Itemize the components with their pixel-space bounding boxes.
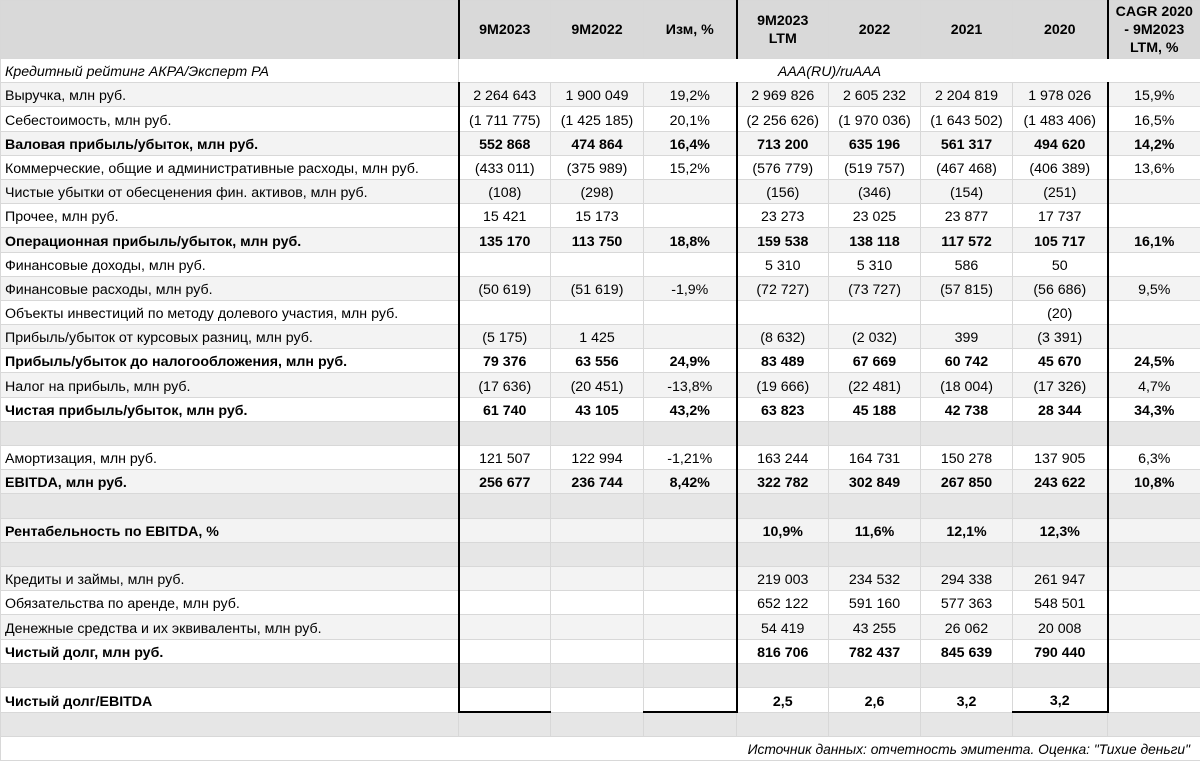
row-label xyxy=(1,494,459,518)
table-cell xyxy=(644,204,737,228)
table-cell: 9,5% xyxy=(1108,276,1200,300)
row-label: Финансовые расходы, млн руб. xyxy=(1,276,459,300)
table-cell xyxy=(1013,494,1108,518)
table-cell: 137 905 xyxy=(1013,446,1108,470)
table-row xyxy=(1,591,1200,615)
table-cell: 24,9% xyxy=(644,349,737,373)
table-cell xyxy=(459,300,551,324)
table-row xyxy=(1,446,1200,470)
table-cell: 267 850 xyxy=(921,470,1013,494)
table-cell xyxy=(644,518,737,542)
table-cell: 6,3% xyxy=(1108,446,1200,470)
spacer-cell xyxy=(1013,712,1108,737)
table-row xyxy=(1,83,1200,107)
table-cell xyxy=(1108,591,1200,615)
table-cell xyxy=(644,591,737,615)
table-cell: (298) xyxy=(551,179,644,203)
table-cell xyxy=(551,687,644,712)
header-col: 9M2023 xyxy=(459,1,551,59)
table-cell: (346) xyxy=(829,179,921,203)
table-cell: 552 868 xyxy=(459,131,551,155)
table-cell: 63 556 xyxy=(551,349,644,373)
header-label-col xyxy=(1,1,459,59)
header-row xyxy=(1,1,1200,59)
table-cell xyxy=(459,542,551,566)
spacer-cell xyxy=(1108,712,1200,737)
table-cell: 3,2 xyxy=(1013,687,1108,712)
table-row xyxy=(1,228,1200,252)
row-label: Валовая прибыль/убыток, млн руб. xyxy=(1,131,459,155)
table-cell xyxy=(551,663,644,687)
table-cell xyxy=(829,542,921,566)
table-cell: (375 989) xyxy=(551,155,644,179)
row-label: Кредиты и займы, млн руб. xyxy=(1,566,459,590)
table-cell: 13,6% xyxy=(1108,155,1200,179)
table-cell xyxy=(1108,300,1200,324)
table-cell: (154) xyxy=(921,179,1013,203)
table-cell: (108) xyxy=(459,179,551,203)
table-cell: 45 188 xyxy=(829,397,921,421)
table-cell: 150 278 xyxy=(921,446,1013,470)
table-cell: 23 025 xyxy=(829,204,921,228)
table-cell: 16,5% xyxy=(1108,107,1200,131)
table-cell: 63 823 xyxy=(737,397,829,421)
table-cell xyxy=(551,518,644,542)
table-cell: 302 849 xyxy=(829,470,921,494)
row-label: EBITDA, млн руб. xyxy=(1,470,459,494)
table-cell: (8 632) xyxy=(737,325,829,349)
table-cell: (56 686) xyxy=(1013,276,1108,300)
table-cell: 15,9% xyxy=(1108,83,1200,107)
table-row xyxy=(1,276,1200,300)
table-cell: (1 711 775) xyxy=(459,107,551,131)
table-cell: 16,1% xyxy=(1108,228,1200,252)
table-cell xyxy=(551,566,644,590)
table-row xyxy=(1,421,1200,445)
row-label: Чистая прибыль/убыток, млн руб. xyxy=(1,397,459,421)
table-cell: (17 636) xyxy=(459,373,551,397)
table-cell xyxy=(459,639,551,663)
table-cell: 122 994 xyxy=(551,446,644,470)
table-cell: 3,2 xyxy=(921,687,1013,712)
table-row xyxy=(1,252,1200,276)
table-cell xyxy=(551,494,644,518)
table-cell: 15 173 xyxy=(551,204,644,228)
row-label: Финансовые доходы, млн руб. xyxy=(1,252,459,276)
table-cell: 113 750 xyxy=(551,228,644,252)
row-label: Выручка, млн руб. xyxy=(1,83,459,107)
row-label: Прибыль/убыток от курсовых разниц, млн руб. xyxy=(1,325,459,349)
spacer-cell xyxy=(459,712,551,737)
table-cell xyxy=(921,494,1013,518)
table-cell xyxy=(737,542,829,566)
table-cell: 10,9% xyxy=(737,518,829,542)
table-cell: (1 483 406) xyxy=(1013,107,1108,131)
table-cell xyxy=(551,252,644,276)
table-cell: (406 389) xyxy=(1013,155,1108,179)
header-col: 2020 xyxy=(1013,1,1108,59)
table-row xyxy=(1,663,1200,687)
table-cell: 2,5 xyxy=(737,687,829,712)
table-cell xyxy=(459,615,551,639)
table-cell: 234 532 xyxy=(829,566,921,590)
table-cell xyxy=(459,421,551,445)
row-label xyxy=(1,421,459,445)
table-cell: 23 877 xyxy=(921,204,1013,228)
table-cell: 42 738 xyxy=(921,397,1013,421)
table-cell: 8,42% xyxy=(644,470,737,494)
table-row xyxy=(1,470,1200,494)
table-row xyxy=(1,566,1200,590)
rating-value: AAA(RU)/ruAAA xyxy=(459,59,1200,83)
table-row xyxy=(1,107,1200,131)
table-cell: 159 538 xyxy=(737,228,829,252)
spacer-row xyxy=(1,712,1200,737)
table-cell: 561 317 xyxy=(921,131,1013,155)
row-label: Амортизация, млн руб. xyxy=(1,446,459,470)
table-cell: 15 421 xyxy=(459,204,551,228)
row-label: Себестоимость, млн руб. xyxy=(1,107,459,131)
table-cell: (1 970 036) xyxy=(829,107,921,131)
table-cell xyxy=(1108,179,1200,203)
table-cell: 591 160 xyxy=(829,591,921,615)
source-note: Источник данных: отчетность эмитента. Оценка: "Тихие деньги" xyxy=(1,737,1200,761)
table-row xyxy=(1,349,1200,373)
table-cell: (467 468) xyxy=(921,155,1013,179)
table-cell: (2 032) xyxy=(829,325,921,349)
table-cell: 15,2% xyxy=(644,155,737,179)
table-cell: -1,9% xyxy=(644,276,737,300)
table-cell: 19,2% xyxy=(644,83,737,107)
table-cell xyxy=(644,566,737,590)
table-cell xyxy=(551,639,644,663)
table-cell: 24,5% xyxy=(1108,349,1200,373)
row-label: Чистый долг/EBITDA xyxy=(1,687,459,712)
row-label: Налог на прибыль, млн руб. xyxy=(1,373,459,397)
table-cell: 12,3% xyxy=(1013,518,1108,542)
table-cell: 43,2% xyxy=(644,397,737,421)
table-cell: (50 619) xyxy=(459,276,551,300)
row-label xyxy=(1,542,459,566)
table-cell: 163 244 xyxy=(737,446,829,470)
table-cell: 83 489 xyxy=(737,349,829,373)
table-cell: 635 196 xyxy=(829,131,921,155)
table-cell: 548 501 xyxy=(1013,591,1108,615)
table-cell xyxy=(921,421,1013,445)
table-cell: 2 204 819 xyxy=(921,83,1013,107)
table-cell: (433 011) xyxy=(459,155,551,179)
table-cell: 50 xyxy=(1013,252,1108,276)
table-cell: (3 391) xyxy=(1013,325,1108,349)
table-cell: (22 481) xyxy=(829,373,921,397)
table-cell xyxy=(1108,687,1200,712)
table-cell: (1 425 185) xyxy=(551,107,644,131)
table-cell xyxy=(1108,639,1200,663)
table-cell: 1 978 026 xyxy=(1013,83,1108,107)
table-cell xyxy=(1108,325,1200,349)
table-cell: 236 744 xyxy=(551,470,644,494)
table-cell xyxy=(829,421,921,445)
table-cell: (251) xyxy=(1013,179,1108,203)
table-cell xyxy=(921,300,1013,324)
table-cell xyxy=(551,421,644,445)
rating-label: Кредитный рейтинг АКРА/Эксперт РА xyxy=(1,59,459,83)
table-row xyxy=(1,542,1200,566)
table-cell: 12,1% xyxy=(921,518,1013,542)
row-label: Чистые убытки от обесценения фин. активов, млн руб. xyxy=(1,179,459,203)
table-cell: 164 731 xyxy=(829,446,921,470)
table-cell xyxy=(1013,542,1108,566)
table-cell: 1 900 049 xyxy=(551,83,644,107)
table-body xyxy=(1,59,1200,737)
table-cell: 399 xyxy=(921,325,1013,349)
table-cell xyxy=(459,566,551,590)
table-cell: 16,4% xyxy=(644,131,737,155)
table-cell: 713 200 xyxy=(737,131,829,155)
table-cell xyxy=(737,300,829,324)
table-cell: 652 122 xyxy=(737,591,829,615)
table-cell: 243 622 xyxy=(1013,470,1108,494)
table-cell: 18,8% xyxy=(644,228,737,252)
table-cell xyxy=(644,252,737,276)
table-cell xyxy=(551,615,644,639)
table-cell: (20) xyxy=(1013,300,1108,324)
table-cell: (20 451) xyxy=(551,373,644,397)
table-row xyxy=(1,615,1200,639)
row-label: Коммерческие, общие и административные расходы, млн руб. xyxy=(1,155,459,179)
table-cell: 256 677 xyxy=(459,470,551,494)
table-cell: (576 779) xyxy=(737,155,829,179)
table-cell xyxy=(1108,663,1200,687)
table-cell: 10,8% xyxy=(1108,470,1200,494)
table-cell: (17 326) xyxy=(1013,373,1108,397)
table-cell: 5 310 xyxy=(737,252,829,276)
table-cell xyxy=(644,542,737,566)
table-cell xyxy=(644,300,737,324)
table-cell xyxy=(737,494,829,518)
table-cell xyxy=(1108,421,1200,445)
header-col: 9M2022 xyxy=(551,1,644,59)
row-label: Обязательства по аренде, млн руб. xyxy=(1,591,459,615)
table-cell xyxy=(1108,494,1200,518)
table-cell xyxy=(1108,252,1200,276)
table-cell: 577 363 xyxy=(921,591,1013,615)
table-cell: 845 639 xyxy=(921,639,1013,663)
table-cell: 34,3% xyxy=(1108,397,1200,421)
table-cell xyxy=(829,300,921,324)
table-cell: 61 740 xyxy=(459,397,551,421)
row-label: Операционная прибыль/убыток, млн руб. xyxy=(1,228,459,252)
table-cell: 494 620 xyxy=(1013,131,1108,155)
header-col: 2021 xyxy=(921,1,1013,59)
table-cell: 45 670 xyxy=(1013,349,1108,373)
table-cell: 135 170 xyxy=(459,228,551,252)
table-cell xyxy=(459,518,551,542)
table-cell: 11,6% xyxy=(829,518,921,542)
table-cell: (19 666) xyxy=(737,373,829,397)
table-cell: 67 669 xyxy=(829,349,921,373)
table-cell xyxy=(644,615,737,639)
header-col: CAGR 2020 - 9M2023 LTM, % xyxy=(1108,1,1200,59)
table-cell: 219 003 xyxy=(737,566,829,590)
table-cell: 4,7% xyxy=(1108,373,1200,397)
header-col: Изм, % xyxy=(644,1,737,59)
table-cell xyxy=(644,179,737,203)
spacer-cell xyxy=(644,712,737,737)
table-cell: 2 264 643 xyxy=(459,83,551,107)
table-cell: -13,8% xyxy=(644,373,737,397)
table-cell: (5 175) xyxy=(459,325,551,349)
row-label: Объекты инвестиций по методу долевого участия, млн руб. xyxy=(1,300,459,324)
table-cell: (156) xyxy=(737,179,829,203)
spacer-cell xyxy=(737,712,829,737)
table-cell: 43 105 xyxy=(551,397,644,421)
table-row xyxy=(1,131,1200,155)
table-cell: (1 643 502) xyxy=(921,107,1013,131)
table-row xyxy=(1,325,1200,349)
table-cell xyxy=(644,639,737,663)
table-row xyxy=(1,155,1200,179)
table-cell: 294 338 xyxy=(921,566,1013,590)
rating-row xyxy=(1,59,1200,83)
table-cell xyxy=(644,494,737,518)
spacer-cell xyxy=(551,712,644,737)
table-cell xyxy=(551,591,644,615)
table-cell: 2,6 xyxy=(829,687,921,712)
table-cell: 28 344 xyxy=(1013,397,1108,421)
table-cell: 121 507 xyxy=(459,446,551,470)
table-cell: 14,2% xyxy=(1108,131,1200,155)
header-col: 9M2023 LTM xyxy=(737,1,829,59)
source-row xyxy=(1,737,1200,761)
table-cell: 322 782 xyxy=(737,470,829,494)
spacer-cell xyxy=(1,712,459,737)
table-cell xyxy=(459,252,551,276)
table-cell xyxy=(737,663,829,687)
table-cell xyxy=(1013,663,1108,687)
header-col: 2022 xyxy=(829,1,921,59)
table-cell xyxy=(644,325,737,349)
table-cell: 79 376 xyxy=(459,349,551,373)
table-cell: -1,21% xyxy=(644,446,737,470)
table-cell: 105 717 xyxy=(1013,228,1108,252)
table-row xyxy=(1,373,1200,397)
table-cell: 782 437 xyxy=(829,639,921,663)
table-cell: (519 757) xyxy=(829,155,921,179)
table-row xyxy=(1,397,1200,421)
table-cell: (57 815) xyxy=(921,276,1013,300)
table-cell xyxy=(829,663,921,687)
table-row xyxy=(1,494,1200,518)
table-cell: 17 737 xyxy=(1013,204,1108,228)
table-cell: 60 742 xyxy=(921,349,1013,373)
table-cell: (73 727) xyxy=(829,276,921,300)
table-cell xyxy=(1013,421,1108,445)
table-cell xyxy=(459,591,551,615)
table-cell: (2 256 626) xyxy=(737,107,829,131)
table-cell: 790 440 xyxy=(1013,639,1108,663)
table-cell: 43 255 xyxy=(829,615,921,639)
table-cell: 23 273 xyxy=(737,204,829,228)
table-cell xyxy=(829,494,921,518)
row-label: Прибыль/убыток до налогообложения, млн руб. xyxy=(1,349,459,373)
table-row xyxy=(1,204,1200,228)
table-cell: 5 310 xyxy=(829,252,921,276)
spacer-cell xyxy=(829,712,921,737)
table-cell xyxy=(1108,566,1200,590)
table-cell xyxy=(1108,518,1200,542)
table-cell: 2 605 232 xyxy=(829,83,921,107)
table-cell xyxy=(1108,204,1200,228)
table-cell: 474 864 xyxy=(551,131,644,155)
table-cell: 2 969 826 xyxy=(737,83,829,107)
table-row xyxy=(1,518,1200,542)
table-cell xyxy=(644,687,737,712)
row-label: Рентабельность по EBITDA, % xyxy=(1,518,459,542)
table-cell xyxy=(459,494,551,518)
table-cell: 1 425 xyxy=(551,325,644,349)
row-label: Прочее, млн руб. xyxy=(1,204,459,228)
row-label: Денежные средства и их эквиваленты, млн руб. xyxy=(1,615,459,639)
table-cell: 261 947 xyxy=(1013,566,1108,590)
table-cell xyxy=(551,542,644,566)
row-label xyxy=(1,663,459,687)
table-cell: 20,1% xyxy=(644,107,737,131)
table-row xyxy=(1,300,1200,324)
table-cell xyxy=(551,300,644,324)
table-cell: 138 118 xyxy=(829,228,921,252)
table-cell xyxy=(1108,542,1200,566)
table-cell xyxy=(921,663,1013,687)
table-cell: (72 727) xyxy=(737,276,829,300)
table-cell: 586 xyxy=(921,252,1013,276)
table-cell xyxy=(921,542,1013,566)
table-cell: (18 004) xyxy=(921,373,1013,397)
table-row xyxy=(1,687,1200,712)
spacer-cell xyxy=(921,712,1013,737)
table-cell xyxy=(737,421,829,445)
table-cell: (51 619) xyxy=(551,276,644,300)
table-cell: 26 062 xyxy=(921,615,1013,639)
table-cell: 117 572 xyxy=(921,228,1013,252)
table-cell: 54 419 xyxy=(737,615,829,639)
table-cell xyxy=(644,663,737,687)
table-cell: 20 008 xyxy=(1013,615,1108,639)
table-cell xyxy=(459,687,551,712)
table-cell xyxy=(644,421,737,445)
row-label: Чистый долг, млн руб. xyxy=(1,639,459,663)
table-cell: 816 706 xyxy=(737,639,829,663)
table-cell xyxy=(1108,615,1200,639)
table-row xyxy=(1,179,1200,203)
table-row xyxy=(1,639,1200,663)
table-cell xyxy=(459,663,551,687)
